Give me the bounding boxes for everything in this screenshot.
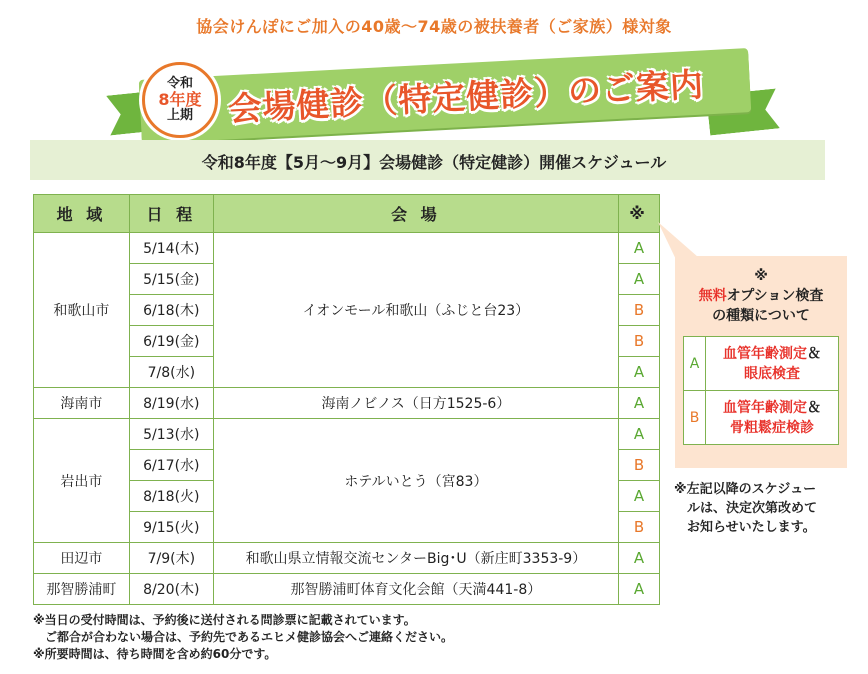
period-badge xyxy=(142,62,218,138)
option-row-a xyxy=(684,337,839,391)
option-mark: ※ xyxy=(754,268,768,284)
region-cell: 和歌山市 xyxy=(34,233,130,388)
option-cell: A xyxy=(619,481,660,512)
header-region: 地 域 xyxy=(34,195,130,233)
option-heading xyxy=(683,266,839,326)
schedule-table xyxy=(33,194,660,605)
option-cell: B xyxy=(619,326,660,357)
venue-cell: イオンモール和歌山（ふじと台23） xyxy=(213,233,618,388)
option-cell: B xyxy=(619,512,660,543)
option-heading-text: オプション検査 xyxy=(726,288,824,304)
date-cell: 6/18(木) xyxy=(129,295,213,326)
footnotes xyxy=(33,612,833,663)
option-cell: A xyxy=(619,543,660,574)
date-cell: 5/14(木) xyxy=(129,233,213,264)
option-row-b xyxy=(684,391,839,445)
option-heading-line2: の種類について xyxy=(712,308,810,324)
table-row xyxy=(34,233,660,264)
header-date: 日 程 xyxy=(129,195,213,233)
date-cell: 8/20(木) xyxy=(129,574,213,605)
target-caption: 協会けんぽにご加入の40歳〜74歳の被扶養者（ご家族）様対象 xyxy=(196,17,672,36)
page-title: 会場健診（特定健診）のご案内 xyxy=(227,64,705,129)
option-free-label: 無料 xyxy=(698,288,727,304)
option-key-a: A xyxy=(684,337,706,391)
venue-cell: 那智勝浦町体育文化会館（天満441-8） xyxy=(213,574,618,605)
date-cell: 8/19(水) xyxy=(129,388,213,419)
badge-year: 8年度 xyxy=(158,90,202,109)
table-header-row xyxy=(34,195,660,233)
footnote-2: ご都合が合わない場合は、予約先であるエヒメ健診協会へご連絡ください。 xyxy=(45,630,454,644)
venue-cell: ホテルいとう（宮83） xyxy=(213,419,618,543)
venue-cell: 和歌山県立情報交流センターBig･U（新庄町3353-9） xyxy=(213,543,618,574)
option-cell: A xyxy=(619,419,660,450)
option-cell: A xyxy=(619,357,660,388)
option-cell: B xyxy=(619,295,660,326)
date-cell: 6/19(金) xyxy=(129,326,213,357)
badge-era: 令和 xyxy=(166,76,193,91)
option-legend-table xyxy=(683,336,839,445)
date-cell: 7/8(水) xyxy=(129,357,213,388)
table-row xyxy=(34,574,660,605)
option-info-box xyxy=(675,256,847,468)
header-venue: 会 場 xyxy=(213,195,618,233)
footnote-3: ※所要時間は、待ち時間を含め約60分です。 xyxy=(33,647,277,661)
date-cell: 6/17(水) xyxy=(129,450,213,481)
date-cell: 5/15(金) xyxy=(129,264,213,295)
schedule-note: ※左記以降のスケジュー ルは、決定次第改めて お知らせいたします。 xyxy=(674,482,818,535)
schedule-title: 令和8年度【5月〜9月】会場健診（特定健診）開催スケジュール xyxy=(201,153,667,172)
header-option: ※ xyxy=(619,195,660,233)
option-cell: A xyxy=(619,264,660,295)
option-cell: A xyxy=(619,388,660,419)
table-row xyxy=(34,388,660,419)
date-cell: 7/9(木) xyxy=(129,543,213,574)
region-cell: 田辺市 xyxy=(34,543,130,574)
footnote-1: ※当日の受付時間は、予約後に送付される問診票に記載されています。 xyxy=(33,613,416,627)
region-cell: 岩出市 xyxy=(34,419,130,543)
badge-half: 上期 xyxy=(166,108,193,123)
option-cell: A xyxy=(619,574,660,605)
option-cell: B xyxy=(619,450,660,481)
table-row xyxy=(34,419,660,450)
date-cell: 5/13(水) xyxy=(129,419,213,450)
date-cell: 8/18(火) xyxy=(129,481,213,512)
option-key-b: B xyxy=(684,391,706,445)
venue-cell: 海南ノビノス（日方1525-6） xyxy=(213,388,618,419)
option-desc-a: 血管年齢測定＆ 眼底検査 xyxy=(706,337,839,391)
option-desc-b: 血管年齢測定＆ 骨粗鬆症検診 xyxy=(706,391,839,445)
option-cell: A xyxy=(619,233,660,264)
date-cell: 9/15(火) xyxy=(129,512,213,543)
region-cell: 那智勝浦町 xyxy=(34,574,130,605)
table-row xyxy=(34,543,660,574)
region-cell: 海南市 xyxy=(34,388,130,419)
